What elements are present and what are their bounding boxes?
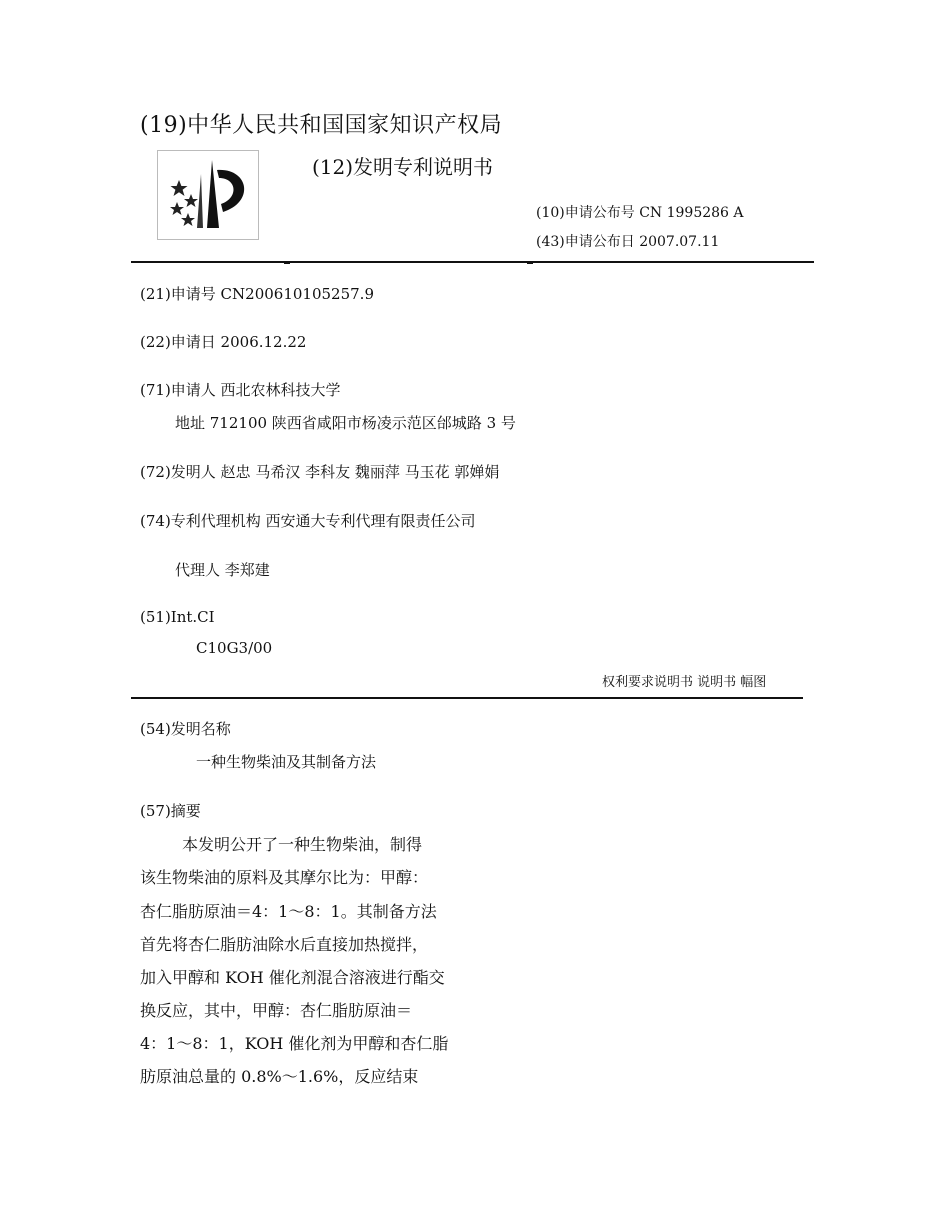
rule-mark (527, 261, 533, 264)
abstract-line: 肪原油总量的 0.8%～1.6%，反应结束 (140, 1067, 419, 1086)
header-rule (131, 261, 814, 263)
publication-number: (10)申请公布号 CN 1995286 A (536, 205, 744, 221)
patent-agency: (74)专利代理机构 西安通大专利代理有限责任公司 (140, 512, 476, 530)
section-rule (131, 697, 803, 699)
abstract-line: 首先将杏仁脂肪油除水后直接加热搅拌， (140, 935, 429, 954)
inventors: (72)发明人 赵忠 马希汉 李科友 魏丽萍 马玉花 郭婵娟 (140, 463, 500, 481)
applicant-address: 地址 712100 陕西省咸阳市杨凌示范区邰城路 3 号 (175, 414, 516, 432)
abstract-line: 换反应，其中，甲醇：杏仁脂肪原油＝ (140, 1001, 413, 1020)
patent-agent: 代理人 李郑建 (175, 561, 270, 579)
abstract-line: 加入甲醇和 KOH 催化剂混合溶液进行酯交 (140, 968, 445, 987)
int-cl-label: (51)Int.CI (140, 608, 215, 626)
abstract-label: (57)摘要 (140, 802, 201, 820)
rule-mark (284, 261, 290, 264)
abstract-line: 该生物柴油的原料及其摩尔比为：甲醇： (140, 868, 429, 887)
issuing-authority: (19)中华人民共和国国家知识产权局 (140, 113, 503, 138)
applicant: (71)申请人 西北农林科技大学 (140, 381, 341, 399)
sipo-logo (157, 150, 259, 240)
invention-title-label: (54)发明名称 (140, 720, 231, 738)
application-number: (21)申请号 CN200610105257.9 (140, 285, 374, 303)
abstract-line: 本发明公开了一种生物柴油，制得 (182, 835, 423, 854)
publication-date: (43)申请公布日 2007.07.11 (536, 234, 720, 250)
int-cl-value: C10G3/00 (196, 639, 273, 657)
document-links[interactable]: 权利要求说明书 说明书 幅图 (602, 675, 767, 690)
abstract-line: 4：1～8：1，KOH 催化剂为甲醇和杏仁脂 (140, 1034, 449, 1053)
abstract-line: 杏仁脂肪原油＝4：1～8：1。其制备方法 (140, 902, 437, 921)
document-type: (12)发明专利说明书 (312, 155, 494, 179)
application-date: (22)申请日 2006.12.22 (140, 333, 307, 351)
invention-title: 一种生物柴油及其制备方法 (196, 753, 377, 771)
